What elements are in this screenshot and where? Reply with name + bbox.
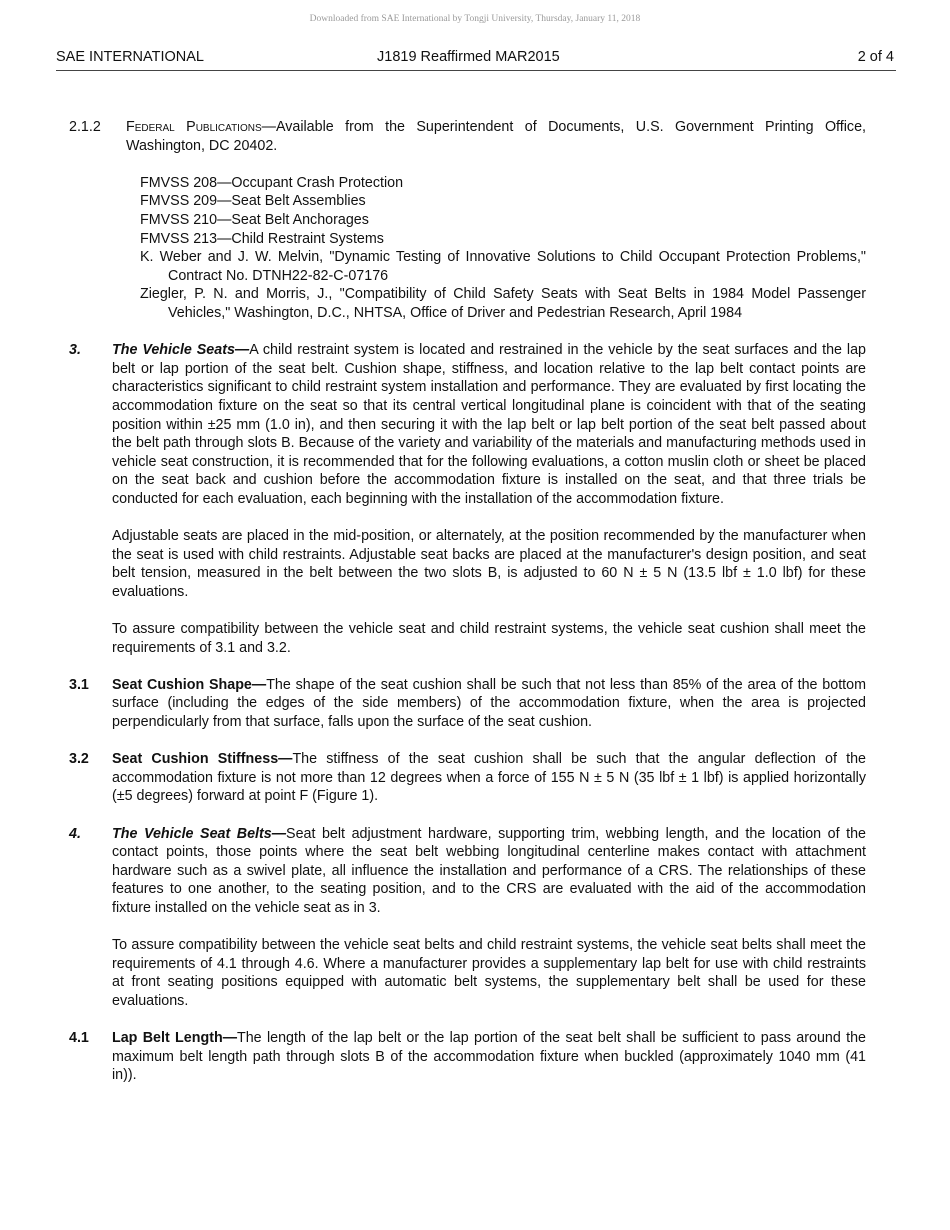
reference-item: FMVSS 210—Seat Belt Anchorages [140,211,369,228]
section-heading: The Vehicle Seat Belts— [112,825,287,842]
section-number: 3.1 [69,676,89,693]
section-heading: Seat Cushion Stiffness— [112,751,293,768]
reference-item: Ziegler, P. N. and Morris, J., "Compatibility of Child Safety Seats with Seat Belts in 1984 Model Passenger Vehicles," Washington, D.C., NHTSA, Office of Driver and Pedestrian Research, April 1984 [140,286,866,321]
section-text: The length of the lap belt or the lap portion of the seat belt shall be sufficient to pass around the maximum belt length path through slots B of the accommodation fixture when buckled (approximately 1040 mm (41 in)). [112,1030,866,1084]
download-watermark: Downloaded from SAE International by Tongji University, Thursday, January 11, 2018 [309,14,641,24]
header-organization: SAE INTERNATIONAL [56,49,204,65]
reference-item: K. Weber and J. W. Melvin, "Dynamic Testing of Innovative Solutions to Child Occupant Protection Problems," Contract No. DTNH22-82-C-07176 [140,249,866,284]
section-3-1 [0,676,950,732]
section-text: The stiffness of the seat cushion shall be such that the angular deflection of the accommodation fixture is not more than 12 degrees when a force of 155 N ± 5 N (35 lbf ± 1 lbf) is applied horizontally (±5 degrees) forward at point F (Figure 1). [112,751,867,805]
section-number: 4.1 [69,1030,89,1047]
section-3-paragraph-2: Adjustable seats are placed in the mid-position, or alternately, at the position recommended by the manufacturer when the seat is used with child restraints. Adjustable seat backs are placed at the manufacturer's design position, and seat belt tension, measured in the belt between the two slots B, is adjusted to 60 N ± 5 N (13.5 lbf ± 1.0 lbf) for these evaluations. [112,528,866,600]
reference-item: FMVSS 213—Child Restraint Systems [140,230,384,247]
section-text: A child restraint system is located and restrained in the vehicle by the seat surfaces and the lap belt or lap portion of the seat belt. Cushion shape, stiffness, and location relative to the lap belt contact points are characteristics significant to child restraint system installation and performance. They are evaluated by first locating the accommodation fixture on the seat so that its central vertical longitudinal plane is coincident with that of the seating position within ±25 mm (1.0 in), and then securing it with the lap belt or lap belt portion of the seat belt passed about the belt path through slots B. Because of the variety and variability of the materials and manufacturing methods used in vehicle seat construction, it is recommended that for the following evaluations, a cotton muslin cloth or sheet be placed on the seat back and cushion before the accommodation fixture is installed on the seat, and that three trials be conducted for each evaluation, each beginning with the installation of the accommodation fixture. [112,342,866,507]
section-number: 4. [69,825,81,842]
section-text: Seat belt adjustment hardware, supporting trim, webbing length, and the location of the contact points, those points where the seat belt webbing longitudinal centerline makes contact with attachment hardware such as a swivel plate, all influence the installation and performance of a CRS. The relationships of these features to one another, to the seating position, and to the CRS are evaluated with the aid of the accommodation fixture installed on the vehicle seat as in 3. [112,825,866,916]
reference-item: FMVSS 209—Seat Belt Assemblies [140,193,366,210]
section-heading: The Vehicle Seats— [112,342,250,359]
section-4-1 [0,1029,950,1085]
header-document-id: J1819 Reaffirmed MAR2015 [377,49,560,65]
page-header [56,48,896,71]
reference-item: FMVSS 208—Occupant Crash Protection [140,174,404,191]
reference-list [0,174,950,323]
section-text: —Available from the Superintendent of Documents, U.S. Government Printing Office, Washington, DC 20402. [126,119,866,154]
section-2-1-2 [0,118,950,155]
document-body [0,118,950,1103]
section-3-paragraph-3: To assure compatibility between the vehicle seat and child restraint systems, the vehicle seat cushion shall meet the requirements of 3.1 and 3.2. [112,621,866,656]
section-text: The shape of the seat cushion shall be such that not less than 85% of the area of the bottom surface (including the edges of the side members) of the accommodation fixture, when the area is projected perpendicularly from that surface, falls upon the surface of the seat cushion. [112,676,867,730]
section-number: 3. [69,342,81,359]
section-4 [0,825,950,918]
section-number: 3.2 [69,751,89,768]
section-heading: Lap Belt Length— [112,1030,237,1047]
section-4-paragraph-2: To assure compatibility between the vehicle seat belts and child restraint systems, the vehicle seat belts shall meet the requirements of 4.1 through 4.6. Where a manufacturer provides a supplementary lap belt for use with child restraints at front seating positions equipped with automatic belt systems, the supplementary belt shall be used for these evaluations. [112,937,866,1009]
header-page-number: 2 of 4 [857,49,894,65]
section-heading: Federal Publications [126,119,262,135]
section-3 [0,341,950,508]
section-number: 2.1.2 [69,119,101,135]
section-3-2 [0,750,950,806]
section-heading: Seat Cushion Shape— [112,676,267,693]
